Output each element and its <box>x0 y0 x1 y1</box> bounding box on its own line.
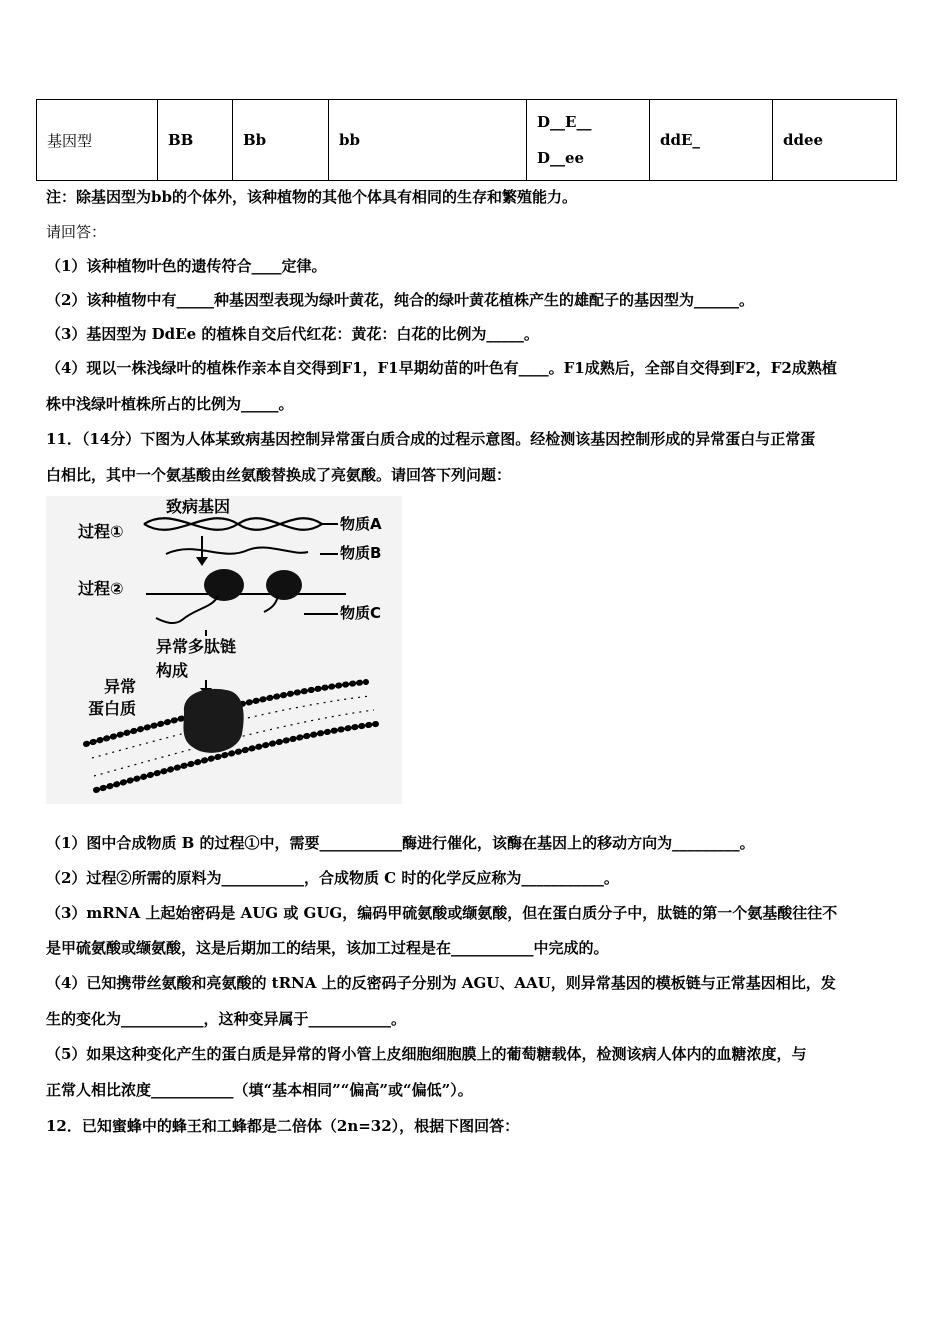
label-polypeptide: 异常多肽链 <box>156 637 237 656</box>
table-note: 注：除基因型为bb的个体外，该种植物的其他个体具有相同的生存和繁殖能力。 <box>46 188 577 206</box>
gene-expression-diagram <box>46 496 402 804</box>
answer-prompt: 请回答： <box>46 223 107 241</box>
label-process2: 过程② <box>78 579 124 598</box>
q10-part4-line2: 株中浅绿叶植株所占的比例为_____。 <box>46 395 294 413</box>
table-cell-line: D__E__ <box>537 113 592 131</box>
table-cell: ddee <box>773 100 897 181</box>
q10-part3: （3）基因型为 DdEe 的植株自交后代红花：黄花：白花的比例为_____。 <box>46 325 539 343</box>
label-substance-a: 物质A <box>340 515 382 533</box>
table-cell-line: D__ee <box>537 149 585 167</box>
label-process1: 过程① <box>78 522 124 541</box>
q10-part1: （1）该种植物叶色的遗传符合____定律。 <box>46 257 327 275</box>
q11-part3-line1: （3）mRNA 上起始密码是 AUG 或 GUG，编码甲硫氨酸或缬氨酸，但在蛋白质分子中，肽链的第一个氨基酸往往不 <box>46 904 838 922</box>
q11-part3-line2: 是甲硫氨酸或缬氨酸，这是后期加工的结果，该加工过程是在___________中完成的。 <box>46 939 609 957</box>
label-substance-c: 物质C <box>340 604 382 622</box>
q10-part4-line1: （4）现以一株浅绿叶的植株作亲本自交得到F1，F1早期幼苗的叶色有____。F1成熟后，全部自交得到F2，F2成熟植 <box>46 359 837 377</box>
q11-part2: （2）过程②所需的原料为___________，合成物质 C 时的化学反应称为___________。 <box>46 869 619 887</box>
ribosome-2 <box>266 570 302 600</box>
table-cell <box>527 100 650 181</box>
label-abnormal: 异常 <box>104 677 137 696</box>
q11-intro-line2: 白相比，其中一个氨基酸由丝氨酸替换成了亮氨酸。请回答下列问题： <box>46 466 512 484</box>
abnormal-protein-blob <box>183 689 243 753</box>
q10-part2: （2）该种植物中有_____种基因型表现为绿叶黄花，纯合的绿叶黄花植株产生的雄配子的基因型为______。 <box>46 291 754 309</box>
label-gene: 致病基因 <box>166 497 231 516</box>
table-cell: BB <box>158 100 233 181</box>
table-cell: ddE_ <box>650 100 773 181</box>
q11-intro-line1: 11．（14分）下图为人体某致病基因控制异常蛋白质合成的过程示意图。经检测该基因控制形成的异常蛋白与正常蛋 <box>46 430 816 448</box>
q11-part5-line2: 正常人相比浓度___________（填“基本相同”“偏高”或“偏低”）。 <box>46 1081 473 1099</box>
ribosome-1 <box>204 569 244 601</box>
q11-part5-line1: （5）如果这种变化产生的蛋白质是异常的肾小管上皮细胞细胞膜上的葡萄糖载体，检测该病人体内的血糖浓度，与 <box>46 1045 807 1063</box>
q11-part4-line1: （4）已知携带丝氨酸和亮氨酸的 tRNA 上的反密码子分别为 AGU、AAU，则异常基因的模板链与正常基因相比，发 <box>46 974 836 992</box>
label-substance-b: 物质B <box>340 544 382 562</box>
table-cell: bb <box>329 100 527 181</box>
genotype-table <box>36 99 897 181</box>
q11-part4-line2: 生的变化为___________，这种变异属于___________。 <box>46 1010 407 1028</box>
label-composed: 构成 <box>156 661 189 680</box>
q11-part1: （1）图中合成物质 B 的过程①中，需要___________酶进行催化，该酶在基因上的移动方向为_________。 <box>46 834 755 852</box>
table-cell: Bb <box>233 100 329 181</box>
q12-intro: 12．已知蜜蜂中的蜂王和工蜂都是二倍体（2n=32），根据下图回答： <box>46 1117 520 1135</box>
table-header-cell: 基因型 <box>37 100 158 181</box>
label-protein: 蛋白质 <box>88 699 137 718</box>
table-row <box>37 100 897 181</box>
